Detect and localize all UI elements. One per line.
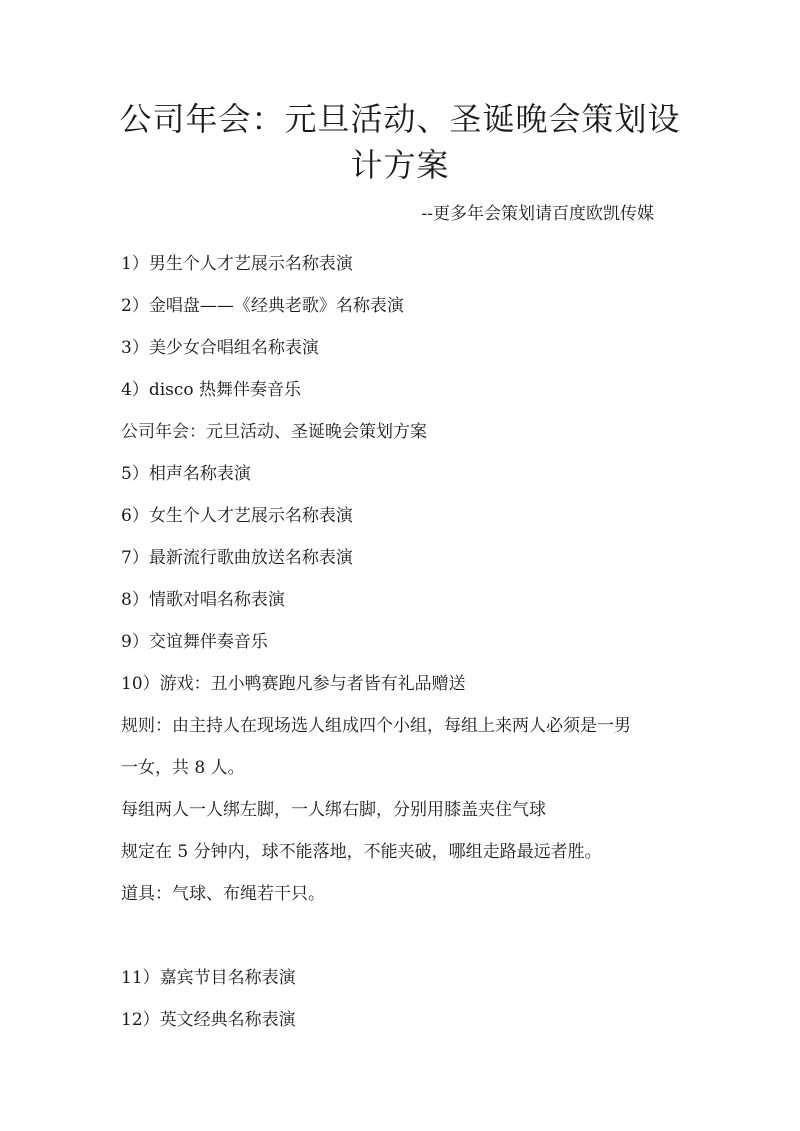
program-item-11: 11）嘉宾节目名称表演 bbox=[121, 968, 296, 988]
program-list bbox=[121, 250, 701, 1048]
program-item-1: 1）男生个人才艺展示名称表演 bbox=[121, 254, 353, 274]
game-rules-line-3: 每组两人一人绑左脚，一人绑右脚，分别用膝盖夹住气球 bbox=[121, 800, 546, 820]
program-item-5: 5）相声名称表演 bbox=[121, 464, 251, 484]
game-rules-line-4: 规定在 5 分钟内，球不能落地，不能夹破，哪组走路最远者胜。 bbox=[121, 842, 602, 862]
program-item-9: 9）交谊舞伴奏音乐 bbox=[121, 632, 268, 652]
program-item-4: 4）disco 热舞伴奏音乐 bbox=[121, 380, 302, 400]
title-line-2: 计方案 bbox=[350, 146, 450, 184]
program-item-10: 10）游戏：丑小鸭赛跑凡参与者皆有礼品赠送 bbox=[121, 674, 466, 694]
program-item-8: 8）情歌对唱名称表演 bbox=[121, 590, 285, 610]
program-item-6: 6）女生个人才艺展示名称表演 bbox=[121, 506, 353, 526]
document-title bbox=[100, 96, 700, 188]
game-rules-line-1: 规则：由主持人在现场选人组成四个小组，每组上来两人必须是一男 bbox=[121, 716, 631, 736]
program-item-12: 12）英文经典名称表演 bbox=[121, 1010, 296, 1030]
program-item-3: 3）美少女合唱组名称表演 bbox=[121, 338, 319, 358]
game-props-line: 道具：气球、布绳若干只。 bbox=[121, 884, 325, 904]
title-line-1: 公司年会：元旦活动、圣诞晚会策划设 bbox=[119, 100, 681, 138]
program-item-2: 2）金唱盘——《经典老歌》名称表演 bbox=[121, 296, 404, 316]
section-heading: 公司年会：元旦活动、圣诞晚会策划方案 bbox=[121, 422, 427, 442]
document-subtitle: --更多年会策划请百度欧凯传媒 bbox=[421, 204, 654, 224]
program-item-7: 7）最新流行歌曲放送名称表演 bbox=[121, 548, 353, 568]
game-rules-line-2: 一女，共 8 人。 bbox=[121, 758, 245, 778]
